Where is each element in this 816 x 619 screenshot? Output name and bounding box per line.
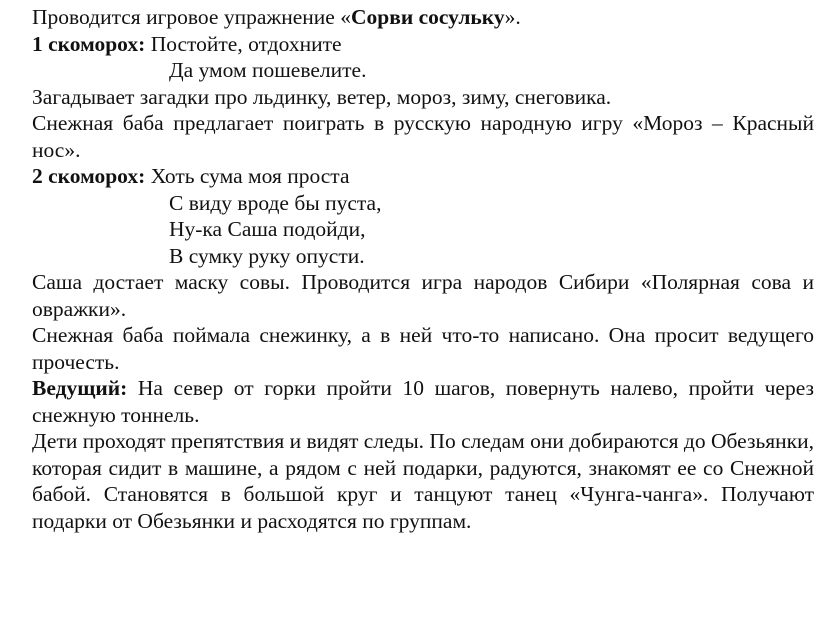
speaker-skomorokh-2: 2 скоморох:: [32, 164, 146, 188]
skomorokh-2-verse-1: Хоть сума моя проста: [145, 164, 350, 188]
skomorokh-1-line-1: [32, 31, 814, 58]
skomorokh-2-line-3: Ну-ка Саша подойди,: [169, 217, 366, 241]
paragraph-finale: Дети проходят препятствия и видят следы. По следам они добираются до Обезьянки, которая сидит в машине, а рядом с ней подарки, радуются, знакомят ее со Снежной бабой. Становятся в большой круг и танцуют танец «Чунга-чанга». Получают подарки от Обезьянки и расходятся по группам.: [32, 429, 814, 533]
paragraph-host: [32, 375, 814, 428]
paragraph-exercise: [32, 4, 814, 31]
document-page: [32, 4, 814, 534]
paragraph-owl-game: Саша достает маску совы. Проводится игра народов Сибири «Полярная сова и овражки».: [32, 270, 814, 321]
host-instructions: На север от горки пройти 10 шагов, повернуть налево, пройти через снежную тоннель.: [32, 376, 814, 427]
skomorokh-2-line-1: [32, 163, 814, 190]
speaker-skomorokh-1: 1 скоморох:: [32, 31, 146, 56]
exercise-intro-text: Проводится игровое упражнение «: [32, 5, 351, 29]
paragraph-riddles: Загадывает загадки про льдинку, ветер, мороз, зиму, снеговика.: [32, 84, 612, 109]
skomorokh-1-verse-1: Постойте, отдохните: [145, 31, 342, 56]
exercise-name: Сорви сосульку: [350, 5, 505, 29]
exercise-closing-text: ».: [504, 5, 521, 29]
skomorokh-1-line-2: Да умом пошевелите.: [169, 58, 367, 82]
skomorokh-2-line-2: С виду вроде бы пуста,: [169, 190, 382, 215]
skomorokh-2-line-4: В сумку руку опусти.: [169, 243, 365, 268]
paragraph-snowflake: Снежная баба поймала снежинку, а в ней что-то написано. Она просит ведущего прочесть.: [32, 323, 814, 374]
paragraph-game-frost: Снежная баба предлагает поиграть в русскую народную игру «Мороз – Красный нос».: [32, 111, 814, 162]
speaker-host: Ведущий:: [32, 376, 128, 400]
